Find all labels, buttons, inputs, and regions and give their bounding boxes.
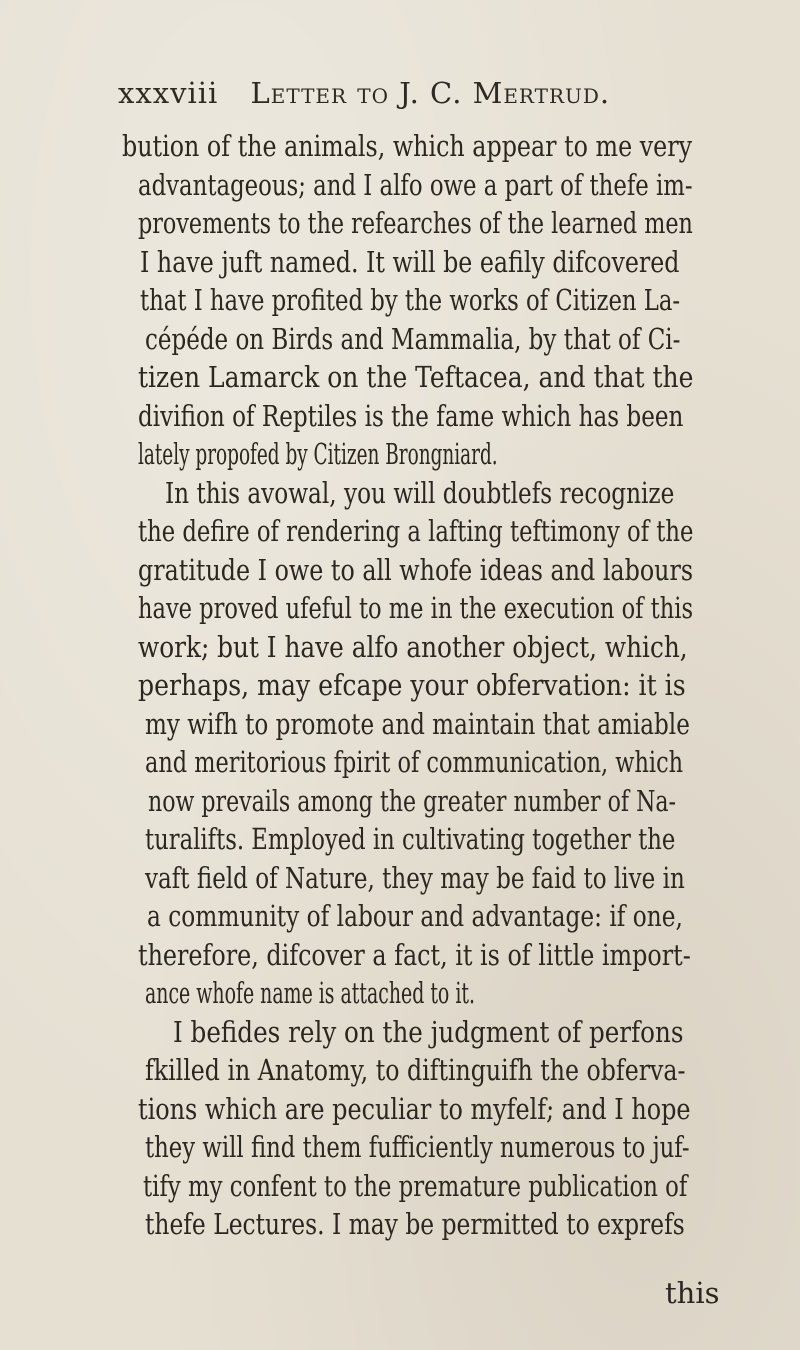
text-line: my wifh to promote and maintain that amiable bbox=[145, 707, 690, 741]
text-line: In this avowal, you will doubtlefs recognize bbox=[165, 476, 675, 510]
text-line: therefore, difcover a fact, it is of little import- bbox=[138, 938, 691, 972]
text-line: provements to the refearches of the learned men bbox=[138, 206, 693, 240]
text-line: bution of the animals, which appear to me very bbox=[122, 129, 693, 163]
text-line: cépéde on Birds and Mammalia, by that of Ci- bbox=[145, 322, 681, 356]
text-line: the defire of rendering a lafting teftimony of the bbox=[138, 514, 694, 548]
text-line: advantageous; and I alfo owe a part of thefe im- bbox=[138, 168, 693, 202]
text-line: ance whofe name is attached to it. bbox=[145, 976, 475, 1010]
text-line: work; but I have alfo another object, which, bbox=[138, 630, 688, 664]
text-line: and meritorious fpirit of communication, which bbox=[145, 745, 684, 779]
text-line: a community of labour and advantage: if one, bbox=[147, 899, 683, 933]
text-line: I befides rely on the judgment of perfons bbox=[173, 1015, 684, 1049]
page-number: xxxviii bbox=[118, 76, 219, 110]
text-line: perhaps, may efcape your obfervation: it is bbox=[138, 668, 686, 702]
text-line: turalifts. Employed in cultivating together the bbox=[145, 822, 676, 856]
text-line: have proved ufeful to me in the execution of this bbox=[138, 591, 694, 625]
text-line: gratitude I owe to all whofe ideas and labours bbox=[138, 553, 694, 587]
text-line: tions which are peculiar to myfelf; and I hope bbox=[138, 1092, 691, 1126]
text-line: tify my confent to the premature publication of bbox=[143, 1169, 688, 1203]
text-line: divifion of Reptiles is the fame which has been bbox=[138, 399, 684, 433]
text-line: fkilled in Anatomy, to diftinguifh the obferva- bbox=[145, 1053, 686, 1087]
text-line: I have juft named. It will be eafily difcovered bbox=[140, 245, 680, 279]
text-line: they will find them fufficiently numerous to juf- bbox=[145, 1130, 690, 1164]
text-line: vaft field of Nature, they may be faid to live in bbox=[145, 861, 685, 895]
text-line: tizen Lamarck on the Teftacea, and that the bbox=[138, 360, 694, 394]
text-line: thefe Lectures. I may be permitted to exprefs bbox=[145, 1207, 685, 1241]
catchword: this bbox=[665, 1276, 720, 1310]
running-title: Letter to J. C. Mertrud. bbox=[250, 76, 611, 110]
running-head bbox=[118, 76, 678, 120]
text-line: that I have profited by the works of Citizen La- bbox=[140, 283, 681, 317]
text-line: now prevails among the greater number of Na- bbox=[148, 784, 677, 818]
text-line: lately propofed by Citizen Brongniard. bbox=[138, 437, 498, 471]
